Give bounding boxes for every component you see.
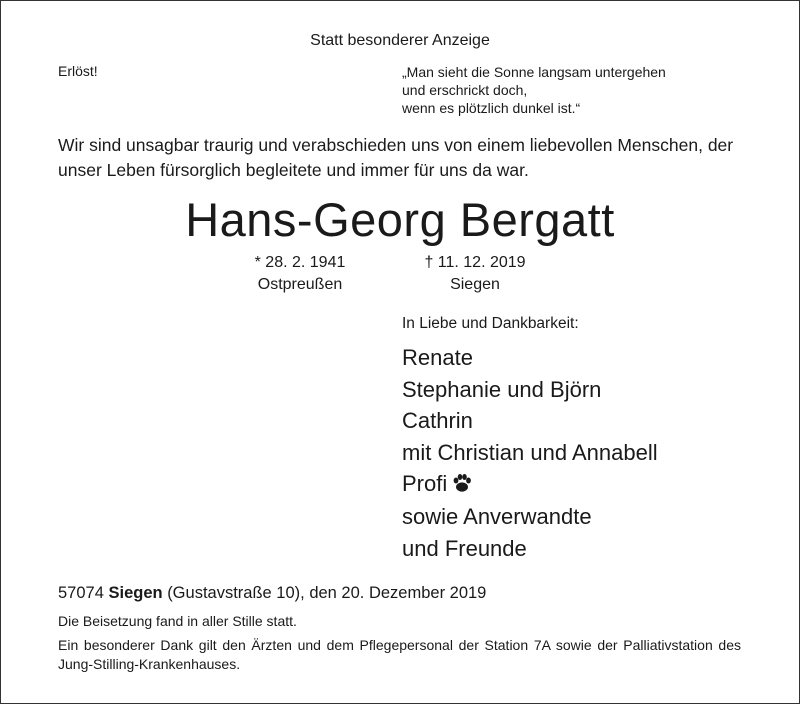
survivor-pet [402, 468, 658, 501]
death-place: Siegen [450, 276, 500, 293]
paw-print-icon [451, 470, 473, 502]
birth-place: Ostpreußen [257, 276, 343, 293]
survivors-list [402, 342, 658, 565]
intro-paragraph: Wir sind unsagbar traurig und verabschieden uns von einem liebevollen Menschen, der unser Leben fürsorglich begleitete und immer für uns da war. [58, 135, 734, 180]
erloest-text: Erlöst! [58, 63, 98, 79]
survivor-name: Cathrin [402, 408, 473, 434]
place-date-line [58, 584, 486, 603]
survivor-name: Stephanie und Björn [402, 376, 602, 402]
quote-line: wenn es plötzlich dunkel ist.“ [402, 100, 581, 116]
survivor-name: Profi [402, 471, 448, 497]
survivor-name: und Freunde [402, 535, 527, 561]
survivor-name: sowie Anverwandte [402, 504, 592, 530]
deceased-name: Hans-Georg Bergatt [185, 193, 615, 246]
birth-date: * 28. 2. 1941 [254, 254, 346, 271]
city: Siegen [108, 584, 163, 602]
survivor-name: Renate [402, 345, 473, 370]
gratitude-note: Ein besonderer Dank gilt den Ärzten und dem Pflegepersonal der Station 7A sowie der Palliativstation des Jung-Stilling-Krankenhauses. [58, 637, 741, 672]
survivor-name: mit Christian und Annabell [402, 439, 658, 465]
address-date: (Gustavstraße 10), den 20. Dezember 2019 [167, 584, 487, 602]
quote-block [402, 63, 666, 117]
thanks-line: In Liebe und Dankbarkeit: [402, 315, 579, 332]
death-date: † 11. 12. 2019 [424, 254, 526, 271]
postcode: 57074 [58, 584, 104, 602]
death-info [402, 252, 548, 296]
birth-info [232, 252, 368, 296]
quote-line: „Man sieht die Sonne langsam untergehen [402, 64, 666, 80]
quote-line: und erschrickt doch, [402, 82, 528, 98]
notice-header: Statt besonderer Anzeige [310, 32, 490, 49]
funeral-note: Die Beisetzung fand in aller Stille statt. [58, 613, 297, 629]
